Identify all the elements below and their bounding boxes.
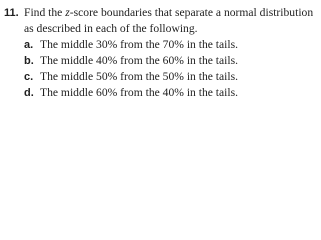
problem-stem: [4, 5, 319, 37]
part-d-text: The middle 60% from the 40% in the tails.: [40, 86, 239, 99]
problem-stem-text: [24, 5, 319, 37]
part-a-text: The middle 30% from the 70% in the tails.: [40, 38, 239, 51]
part-d: [24, 85, 319, 101]
part-b: [24, 53, 319, 69]
part-c-letter: c.: [24, 71, 34, 83]
stem-text-before: Find the: [24, 6, 66, 19]
part-b-text: The middle 40% from the 60% in the tails.: [40, 54, 239, 67]
exercise-problem: [4, 5, 319, 101]
part-a: [24, 37, 319, 53]
stem-text-after: -score boundaries that separate a normal distribution as described in each of the following.: [24, 6, 314, 35]
part-b-letter: b.: [24, 55, 34, 67]
problem-number: 11.: [4, 7, 19, 19]
part-a-letter: a.: [24, 39, 34, 51]
part-c-text: The middle 50% from the 50% in the tails.: [40, 70, 239, 83]
problem-parts-list: [4, 37, 319, 101]
part-c: [24, 69, 319, 85]
part-d-letter: d.: [24, 87, 34, 99]
z-variable: z: [65, 6, 70, 19]
